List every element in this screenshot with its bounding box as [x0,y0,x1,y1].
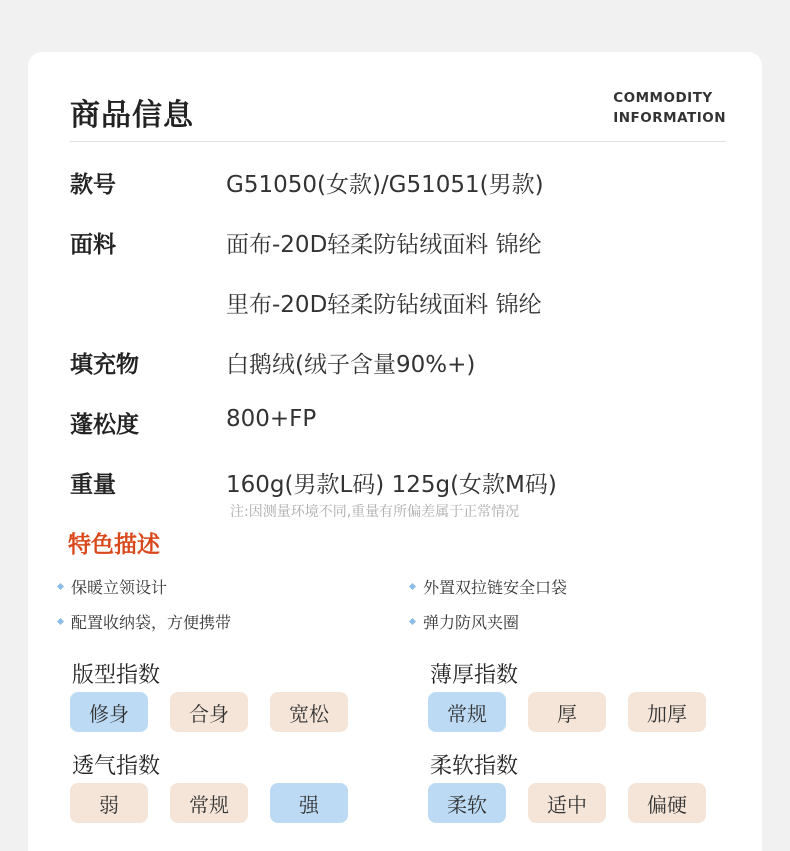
softness-index-title: 柔软指数 [430,754,519,779]
product-info-card [28,52,762,851]
breathability-index-title: 透气指数 [72,754,161,779]
feature-text: 弹力防风夹圈 [423,613,520,632]
english-subtitle [613,88,726,128]
fit-option-regular: 合身 [170,692,248,732]
filling-value: 白鹅绒(绒子含量90%+) [226,352,476,378]
fit-index-title: 版型指数 [72,663,161,688]
breathability-option-weak: 弱 [70,783,148,823]
fill-power-label: 蓬松度 [70,412,139,438]
fabric-outer-value: 面布-20D轻柔防钻绒面料 锦纶 [226,232,542,258]
model-label: 款号 [70,172,116,198]
features-title: 特色描述 [68,532,160,558]
diamond-bullet-icon [57,583,64,590]
diamond-bullet-icon [409,618,416,625]
breathability-option-strong: 强 [270,783,348,823]
english-subtitle-line1: COMMODITY [613,90,713,106]
weight-value: 160g(男款L码) 125g(女款M码) [226,472,557,498]
softness-option-medium: 适中 [528,783,606,823]
fabric-lining-value: 里布-20D轻柔防钻绒面料 锦纶 [226,292,542,318]
weight-label: 重量 [70,472,116,498]
feature-text: 配置收纳袋，方便携带 [71,613,232,632]
page-title: 商品信息 [70,98,194,133]
diamond-bullet-icon [409,583,416,590]
breathability-option-normal: 常规 [170,783,248,823]
model-value: G51050(女款)/G51051(男款) [226,172,544,198]
fit-option-slim: 修身 [70,692,148,732]
filling-label: 填充物 [70,352,139,378]
feature-text: 保暖立领设计 [71,578,168,597]
feature-item [58,575,167,598]
thickness-option-extra-thick: 加厚 [628,692,706,732]
softness-option-stiff: 偏硬 [628,783,706,823]
fill-power-value: 800+FP [226,406,317,432]
softness-option-soft: 柔软 [428,783,506,823]
english-subtitle-line2: INFORMATION [613,110,726,126]
diamond-bullet-icon [57,618,64,625]
feature-item [58,610,231,633]
thickness-index-title: 薄厚指数 [430,663,519,688]
feature-item [410,575,567,598]
fit-option-loose: 宽松 [270,692,348,732]
weight-note: 注:因测量环境不同,重量有所偏差属于正常情况 [230,504,520,520]
feature-text: 外置双拉链安全口袋 [423,578,568,597]
thickness-option-normal: 常规 [428,692,506,732]
thickness-option-thick: 厚 [528,692,606,732]
feature-item [410,610,519,633]
fabric-label: 面料 [70,232,116,258]
header-divider [70,141,726,142]
